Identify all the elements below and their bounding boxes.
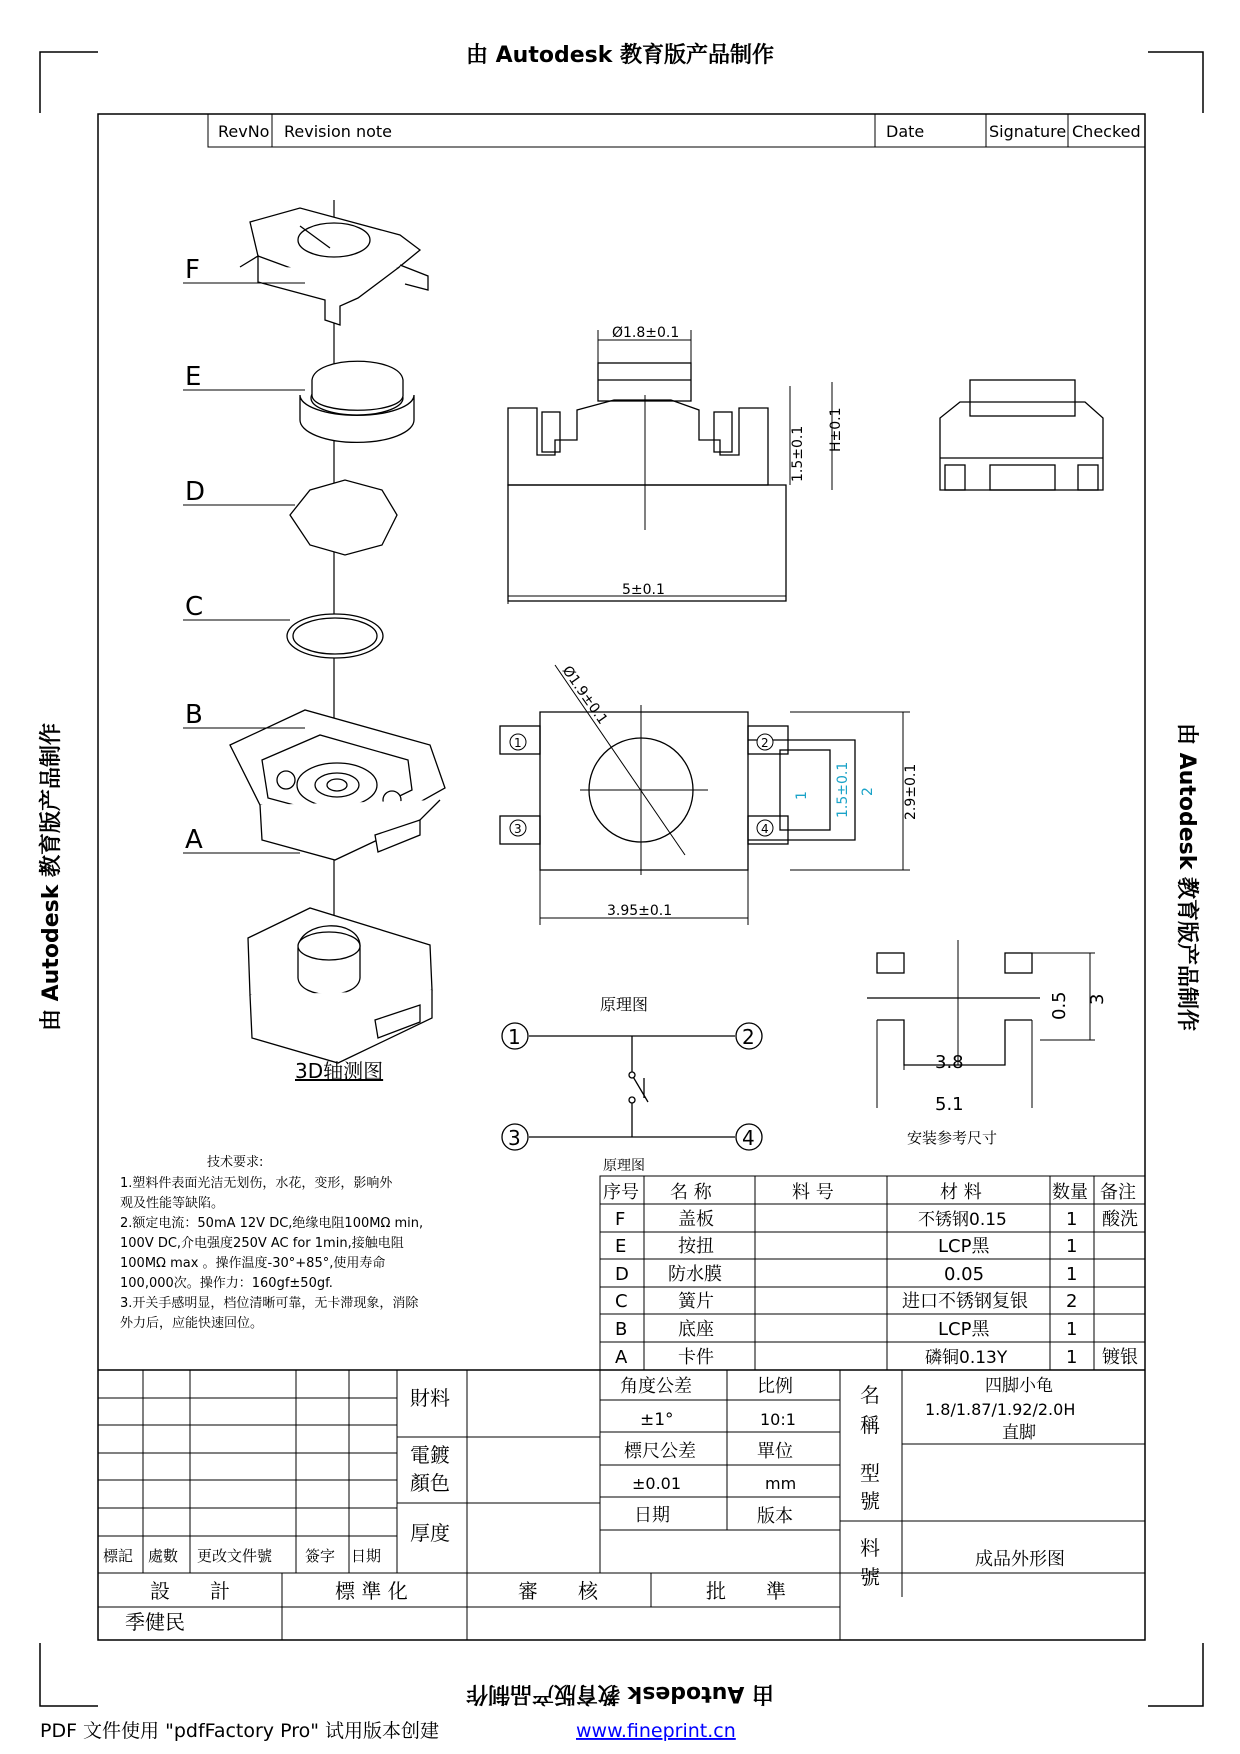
label-material: 財料 [410, 1386, 450, 1410]
label-thickness: 厚度 [410, 1521, 450, 1545]
footer-link[interactable]: www.fineprint.cn [576, 1720, 736, 1742]
schematic-pin-2: 2 [742, 1025, 755, 1049]
pin-label-1: 1 [514, 736, 522, 750]
rev-col-mark: 標記 [103, 1547, 134, 1565]
bom-cell: LCP黑 [938, 1236, 990, 1257]
crop-marks [40, 52, 1203, 1706]
part-label-a: A [185, 825, 203, 855]
bom-header-seq: 序号 [603, 1182, 639, 1203]
label-part-1: 料 [860, 1536, 880, 1560]
label-unit: 單位 [757, 1441, 793, 1462]
bom-cell: 镀银 [1102, 1347, 1138, 1368]
pin-label-4: 4 [761, 822, 769, 836]
schematic-pin-1: 1 [508, 1025, 521, 1049]
value-unit: mm [765, 1474, 797, 1493]
schematic-pin-3: 3 [508, 1126, 521, 1150]
label-dim-tol: 標尺公差 [624, 1441, 696, 1462]
note-line-2: 观及性能等缺陷。 [120, 1196, 225, 1211]
dim-height: H±0.1 [828, 407, 844, 452]
bom-cell: 酸洗 [1102, 1209, 1138, 1230]
bom-row-a [615, 1347, 1138, 1368]
note-line-1: 1.塑料件表面光洁无划伤，水花，变形，影响外 [120, 1176, 393, 1191]
bom-cell: 1 [1066, 1264, 1078, 1285]
bom-cell: E [615, 1236, 627, 1257]
bom-cell: F [615, 1209, 626, 1230]
rev-date-header: Date [886, 122, 925, 141]
bom-cell: C [615, 1291, 628, 1312]
label-name-2: 稱 [860, 1413, 880, 1437]
mount-title: 安装参考尺寸 [907, 1129, 998, 1147]
dim-width: 5±0.1 [622, 582, 665, 598]
bom-cell: 1 [1066, 1319, 1078, 1340]
bom-caption: 原理图 [603, 1158, 645, 1174]
value-part: 成品外形图 [975, 1549, 1065, 1570]
bom-cell: 卡件 [678, 1347, 714, 1368]
exploded-view [230, 200, 445, 1063]
dim-cyan-2: 2 [860, 787, 876, 796]
bom-cell: 1 [1066, 1347, 1078, 1368]
mount-dim-3: 3 [1087, 993, 1108, 1005]
bom-header-part: 料 号 [792, 1182, 834, 1203]
label-plating-1: 電鍍 [410, 1443, 450, 1467]
bom-cell: 0.05 [944, 1264, 985, 1285]
note-line-8: 外力后，应能快速回位。 [120, 1316, 264, 1331]
bom-cell: 不锈钢0.15 [918, 1210, 1007, 1230]
bom-cell: 盖板 [678, 1209, 714, 1230]
note-line-6: 100,000次。操作力：160gf±50gf. [120, 1276, 333, 1291]
designer-name: 季健民 [125, 1610, 185, 1634]
bom-cell: 底座 [678, 1319, 714, 1340]
bom-cell: 防水膜 [668, 1264, 722, 1285]
sign-approve: 批 準 [706, 1579, 786, 1603]
bom-header-remark: 备注 [1100, 1182, 1136, 1203]
bom-cell: D [615, 1264, 629, 1285]
schematic [502, 1023, 762, 1150]
mount-dim-51: 5.1 [935, 1094, 964, 1115]
pin-label-3: 3 [514, 822, 522, 836]
label-plating-2: 顏色 [410, 1471, 450, 1495]
rev-note-header: Revision note [284, 122, 392, 141]
part-label-c: C [185, 592, 204, 622]
label-part-2: 號 [860, 1565, 880, 1589]
dim-inner: 1.5±0.1 [835, 761, 851, 818]
sign-standard: 標 準 化 [335, 1579, 408, 1603]
bom-row-b [615, 1319, 1077, 1340]
dim-top-dia: Ø1.8±0.1 [612, 325, 680, 341]
rev-signature-header: Signature [989, 122, 1067, 141]
rev-col-doc: 更改文件號 [197, 1547, 273, 1565]
sign-design: 設 計 [150, 1579, 230, 1603]
bom-cell: LCP黑 [938, 1319, 990, 1340]
front-view [508, 330, 832, 604]
label-name-1: 名 [860, 1383, 880, 1407]
part-label-e: E [185, 362, 202, 392]
label-date: 日期 [634, 1505, 670, 1526]
bom-header-qty: 数量 [1052, 1182, 1088, 1203]
rev-col-sign: 簽字 [305, 1547, 336, 1565]
part-label-b: B [185, 700, 203, 730]
bom-cell: 2 [1066, 1291, 1078, 1312]
pin-label-2: 2 [761, 736, 769, 750]
note-line-4: 100V DC,介电强度250V AC for 1min,接触电阻 [120, 1236, 404, 1251]
value-name-2: 1.8/1.87/1.92/2.0H [925, 1400, 1076, 1419]
bom-row-c [615, 1291, 1077, 1312]
value-name-1: 四脚小龟 [985, 1376, 1053, 1396]
bom-cell: 簧片 [678, 1291, 714, 1312]
bom-row-f [615, 1209, 1138, 1230]
watermark-bottom: 由 Autodesk 教育版产品制作 [465, 1681, 775, 1706]
schematic-title: 原理图 [600, 995, 649, 1014]
label-model-2: 號 [860, 1489, 880, 1513]
bom-cell: 1 [1066, 1236, 1078, 1257]
note-line-7: 3.开关手感明显，档位清晰可靠，无卡滞现象，消除 [120, 1296, 419, 1311]
rev-col-count: 處數 [148, 1547, 179, 1565]
label-version: 版本 [757, 1506, 793, 1527]
rev-no-header: RevNo [218, 122, 270, 141]
value-dim-tol: ±0.01 [632, 1474, 682, 1493]
bom-header-name: 名 称 [670, 1182, 712, 1203]
bom-cell: A [615, 1347, 628, 1368]
footer-text: PDF 文件使用 "pdfFactory Pro" 试用版本创建 [40, 1720, 440, 1742]
label-model-1: 型 [860, 1461, 880, 1485]
value-angle-tol: ±1° [640, 1410, 674, 1430]
watermark-left: 由 Autodesk 教育版产品制作 [39, 722, 64, 1032]
note-line-5: 100MΩ max 。操作温度-30°+85°,使用寿命 [120, 1256, 386, 1271]
rev-checked-header: Checked [1072, 122, 1141, 141]
value-name-3: 直脚 [1002, 1423, 1036, 1443]
rev-col-date: 日期 [351, 1547, 382, 1565]
mount-footprint [867, 940, 1095, 1108]
watermark-top: 由 Autodesk 教育版产品制作 [465, 43, 775, 68]
part-label-d: D [185, 477, 206, 507]
dim-body-w: 3.95±0.1 [607, 903, 673, 919]
part-label-f: F [185, 255, 200, 285]
mount-dim-05: 0.5 [1049, 991, 1070, 1020]
label-scale: 比例 [757, 1376, 793, 1397]
side-view [940, 380, 1103, 490]
iso-view-label: 3D轴测图 [295, 1059, 384, 1083]
dim-btn-dia: Ø1.9±0.1 [558, 663, 611, 728]
bom-row-d [615, 1264, 1077, 1285]
dim-depth: 2.9±0.1 [903, 763, 919, 820]
mount-dim-38: 3.8 [935, 1052, 964, 1073]
bom-row-e [615, 1236, 1077, 1257]
schematic-pin-4: 4 [742, 1126, 755, 1150]
bom-cell: 进口不锈钢复银 [902, 1291, 1028, 1312]
watermark-right: 由 Autodesk 教育版产品制作 [1174, 722, 1199, 1032]
bom-header-row [603, 1182, 1136, 1203]
sign-review: 審 核 [518, 1579, 598, 1603]
bom-header-material: 材 料 [940, 1182, 982, 1203]
dim-cyan-1: 1 [794, 791, 810, 800]
bom-cell: B [615, 1319, 628, 1340]
label-angle-tol: 角度公差 [620, 1376, 692, 1397]
bom-cell: 磷铜0.13Y [925, 1348, 1008, 1368]
bom-cell: 1 [1066, 1209, 1078, 1230]
bom-cell: 按扭 [678, 1236, 714, 1257]
notes-title: 技术要求: [207, 1155, 264, 1170]
note-line-3: 2.额定电流：50mA 12V DC,绝缘电阻100MΩ min, [120, 1216, 424, 1231]
dim-stroke: 1.5±0.1 [790, 425, 806, 482]
value-scale: 10:1 [760, 1410, 796, 1429]
